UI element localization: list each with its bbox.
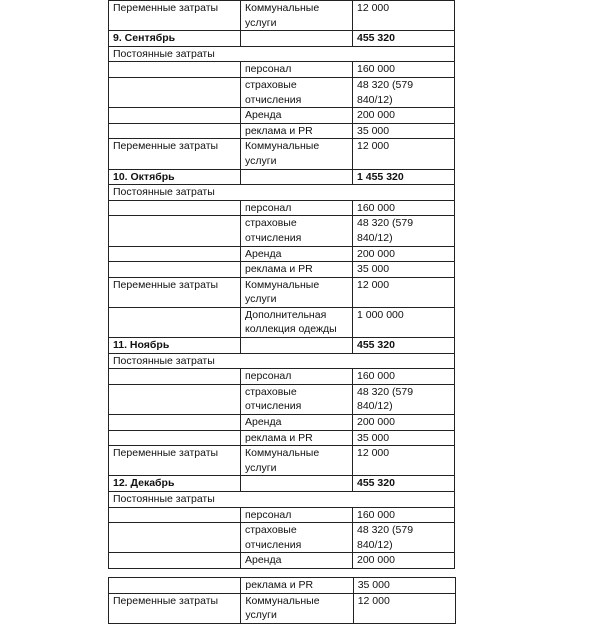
category-cell xyxy=(109,108,241,124)
expense-table-continuation xyxy=(108,577,456,624)
amount-cell: 12 000 xyxy=(353,1,455,31)
table-row xyxy=(109,46,455,62)
table-row xyxy=(109,31,455,47)
item-cell: Аренда xyxy=(241,553,353,569)
amount-cell: 48 320 (579 840/12) xyxy=(353,384,455,414)
amount-cell: 1 455 320 xyxy=(353,169,455,185)
item-cell: Аренда xyxy=(241,415,353,431)
amount-cell: 160 000 xyxy=(353,62,455,78)
item-cell: страховые отчисления xyxy=(241,77,353,107)
category-cell xyxy=(109,384,241,414)
amount-cell: 12 000 xyxy=(353,139,455,169)
amount-cell: 160 000 xyxy=(353,369,455,385)
category-cell xyxy=(109,369,241,385)
item-cell: реклама и PR xyxy=(241,578,353,594)
table-row xyxy=(109,262,455,278)
category-cell xyxy=(109,553,241,569)
category-cell xyxy=(109,430,241,446)
table-row xyxy=(109,430,455,446)
item-cell: Аренда xyxy=(241,108,353,124)
category-cell xyxy=(109,415,241,431)
item-cell: персонал xyxy=(241,62,353,78)
category-cell xyxy=(109,216,241,246)
item-cell: Коммунальные услуги xyxy=(241,446,353,476)
table-row xyxy=(109,384,455,414)
table-row xyxy=(109,62,455,78)
category-cell: Переменные затраты xyxy=(109,277,241,307)
item-cell: персонал xyxy=(241,200,353,216)
item-cell: Коммунальные услуги xyxy=(241,1,353,31)
category-cell: Переменные затраты xyxy=(109,139,241,169)
item-cell xyxy=(241,31,353,47)
amount-cell: 12 000 xyxy=(353,277,455,307)
category-cell xyxy=(109,507,241,523)
section-label-cell: Постоянные затраты xyxy=(109,353,455,369)
table-row xyxy=(109,185,455,201)
category-cell xyxy=(109,307,241,337)
category-cell: 10. Октябрь xyxy=(109,169,241,185)
category-cell xyxy=(109,77,241,107)
table-row xyxy=(109,492,455,508)
amount-cell: 48 320 (579 840/12) xyxy=(353,216,455,246)
item-cell: реклама и PR xyxy=(241,262,353,278)
amount-cell: 12 000 xyxy=(353,446,455,476)
item-cell xyxy=(241,169,353,185)
table-row xyxy=(109,77,455,107)
table-row xyxy=(109,369,455,385)
table-row xyxy=(109,169,455,185)
table-row xyxy=(109,277,455,307)
category-cell: 11. Ноябрь xyxy=(109,338,241,354)
table-row xyxy=(109,307,455,337)
amount-cell: 1 000 000 xyxy=(353,307,455,337)
table-row xyxy=(109,476,455,492)
item-cell xyxy=(241,476,353,492)
category-cell xyxy=(109,246,241,262)
table-row xyxy=(109,1,455,31)
category-cell: 9. Сентябрь xyxy=(109,31,241,47)
category-cell xyxy=(109,62,241,78)
table-row xyxy=(109,216,455,246)
item-cell: страховые отчисления xyxy=(241,384,353,414)
table-row xyxy=(109,523,455,553)
item-cell: страховые отчисления xyxy=(241,216,353,246)
table-row xyxy=(109,415,455,431)
category-cell xyxy=(109,123,241,139)
table-row xyxy=(109,593,456,623)
table-row xyxy=(109,338,455,354)
amount-cell: 160 000 xyxy=(353,200,455,216)
table-row xyxy=(109,578,456,594)
table-row xyxy=(109,507,455,523)
amount-cell: 35 000 xyxy=(353,578,455,594)
item-cell: Коммунальные услуги xyxy=(241,277,353,307)
item-cell: Дополнительная коллекция одежды xyxy=(241,307,353,337)
amount-cell: 48 320 (579 840/12) xyxy=(353,77,455,107)
amount-cell: 35 000 xyxy=(353,123,455,139)
section-label-cell: Постоянные затраты xyxy=(109,185,455,201)
amount-cell: 200 000 xyxy=(353,553,455,569)
amount-cell: 455 320 xyxy=(353,31,455,47)
table-row xyxy=(109,553,455,569)
table-row xyxy=(109,446,455,476)
item-cell: персонал xyxy=(241,369,353,385)
category-cell: Переменные затраты xyxy=(109,593,241,623)
category-cell xyxy=(109,200,241,216)
expense-table xyxy=(108,0,455,569)
table-row xyxy=(109,108,455,124)
section-label-cell: Постоянные затраты xyxy=(109,492,455,508)
amount-cell: 35 000 xyxy=(353,262,455,278)
item-cell: реклама и PR xyxy=(241,430,353,446)
amount-cell: 200 000 xyxy=(353,108,455,124)
category-cell: Переменные затраты xyxy=(109,446,241,476)
table-row xyxy=(109,123,455,139)
item-cell: реклама и PR xyxy=(241,123,353,139)
item-cell: Коммунальные услуги xyxy=(241,593,353,623)
category-cell: 12. Декабрь xyxy=(109,476,241,492)
category-cell xyxy=(109,523,241,553)
table-row xyxy=(109,353,455,369)
table-row xyxy=(109,139,455,169)
table-row xyxy=(109,246,455,262)
category-cell xyxy=(109,578,241,594)
amount-cell: 48 320 (579 840/12) xyxy=(353,523,455,553)
amount-cell: 35 000 xyxy=(353,430,455,446)
amount-cell: 160 000 xyxy=(353,507,455,523)
amount-cell: 200 000 xyxy=(353,246,455,262)
item-cell: персонал xyxy=(241,507,353,523)
category-cell: Переменные затраты xyxy=(109,1,241,31)
item-cell: Коммунальные услуги xyxy=(241,139,353,169)
item-cell: Аренда xyxy=(241,246,353,262)
amount-cell: 455 320 xyxy=(353,338,455,354)
item-cell xyxy=(241,338,353,354)
table-row xyxy=(109,200,455,216)
amount-cell: 12 000 xyxy=(353,593,455,623)
amount-cell: 200 000 xyxy=(353,415,455,431)
section-label-cell: Постоянные затраты xyxy=(109,46,455,62)
category-cell xyxy=(109,262,241,278)
item-cell: страховые отчисления xyxy=(241,523,353,553)
amount-cell: 455 320 xyxy=(353,476,455,492)
